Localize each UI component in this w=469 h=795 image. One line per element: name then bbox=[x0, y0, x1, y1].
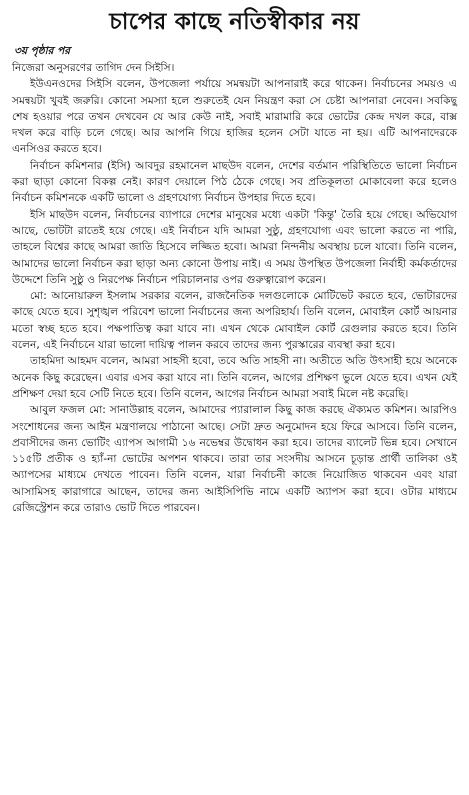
continued-from-label: ৩য় পৃষ্ঠার পর bbox=[14, 45, 71, 57]
headline: চাপের কাছে নতিস্বীকার নয় bbox=[109, 9, 360, 35]
paragraph: মো: আনোয়ারুল ইসলাম সরকার বলেন, রাজনৈতিক দলগুলোকে মোটিভেট করতে হবে, ভোটারদের কাছে যেতে হবে। সুশৃঙ্খল পরিবেশ ভালো নির্বাচনের জন্য অপরিহার্য। তিনি বলেন, মোবাইল কোর্ট আয়নার মতো স্বচ্ছ হতে হবে। পক্ষপাতিত্ব করা যাবে না। এখন থেকে মোবাইল কোর্ট রেগুলার করতে হবে। তিনি বলেন, এই নির্বাচনে যারা ভালো দায়িত্ব পালন করবে তাদের জন্য পুরস্কারের ব্যবস্থা করা হবে। bbox=[12, 290, 457, 352]
paragraph: নির্বাচন কমিশনার (ইসি) আবদুর রহমানেল মাছউদ বলেন, দেশের বর্তমান পরিস্থিতিতে ভালো নির্বাচন করা ছাড়া কোনো বিকল্প নেই। কারণ দেয়ালে পিঠ ঠেকে গেছে। সব প্রতিকূলতা মোকাবেলা করে হলেও নির্বাচন কমিশনকে একটি ভালো ও গ্রহণযোগ্য নির্বাচন উপহার দিতে হবে। bbox=[12, 159, 457, 205]
paragraph: আবুল ফজল মো: সানাউল্লাহ বলেন, আমাদের প্যারালাল কিছু কাজ করছে ঐক্যমত কমিশন। আরপিও সংশোধনের জন্য আইন মন্ত্রণালয়ে পাঠানো আছে। সেটা দ্রুত অনুমোদন হয়ে ফিরে আসবে। তিনি বলেন, প্রবাসীদের জন্য ভোটিং এ্যাপস আগামী ১৬ নভেম্বর উদ্বোধন করা হবে। তাদের ব্যালেট ভিন্ন হবে। সেখানে ১১৫টি প্রতীক ও হ্যাঁ-না ভোটের অপশন থাকবে। তারা তার সংসদীয় আসনে চূড়ান্ত প্রার্থী তালিকা ওই অ্যাপসের মাধ্যমে দেখতে পাবেন। তিনি বলেন, যারা নির্বাচনী কাজে নিয়োজিত থাকবেন এবং যারা আসামিসহ কারাগারে আছেন, তাদের জন্য আইসিপিভি নামে একটি অ্যাপস করা হবে। ওটার মাধ্যমে রেজিস্ট্রেশন করে তারাও ভোট দিতে পারবেন। bbox=[12, 404, 458, 515]
paragraph: নিজেরা অনুসরণের তাগিদ দেন সিইসি। bbox=[12, 62, 175, 74]
paragraph: তাহমিদা আহমদ বলেন, আমরা সাহসী হবো, তবে অতি সাহসী না। অতীতে অতি উৎসাহী হয়ে অনেকে অনেক কিছু করেছেন। এবার এসব করা যাবে না। তিনি বলেন, আগের প্রশিক্ষণ ভুলে যেতে হবে। এখন যেই প্রশিক্ষণ দেয়া হবে সেটি নিতে হবে। তিনি বলেন, আগের নির্বাচন আমরা সবাই মিলে নষ্ট করেছি। bbox=[12, 355, 457, 400]
article-body bbox=[12, 60, 457, 516]
paragraph: ইউএনওদের সিইসি বলেন, উপজেলা পর্যায়ে সমন্বয়টা আপনারাই করে থাকেন। নির্বাচনের সময়ও এ সমন্বয়টা খুবই জরুরি। কোনো সমস্যা হলে শুরুতেই যেন নিয়ন্ত্রণ করা সে চেষ্টা আপনারা নেবেন। সবকিছু শেষ হওয়ার পরে তখন দেখবেন যে আর কেউ নাই, সবাই মারামারি করে ভোটের কেন্দ্র দখল করে, বাক্স দখল করে বাড়ি চলে গেছে। আর আপনি গিয়ে হাজির হলেন সেটা যাতে না হয়। এটি আপনাদেরকে এনসিওর করতে হবে। bbox=[12, 78, 457, 156]
paragraph: ইসি মাছউদ বলেন, নির্বাচনের ব্যাপারে দেশের মানুষের মধ্যে একটা 'কিন্তু' তৈরি হয়ে গেছে। অভিযোগ আছে, ভোটটা রাতেই হয়ে গেছে। এই নির্বাচন যদি আমরা সুষ্ঠু, গ্রহণযোগ্য এবং ভালো করতে না পারি, তাহলে বিশ্বের কাছে আমরা জাতি হিসেবে লজ্জিত হবো। আমরা নিন্দনীয় অবস্থায় চলে যাবো। তিনি বলেন, আমাদের ভালো নির্বাচন করা ছাড়া অন্য কোনো উপায় নাই। এ সময় উপস্থিত উপজেলা নির্বাহী কর্মকর্তাদের উদ্দেশে তিনি সুষ্ঠু ও নিরপেক্ষ নির্বাচন পরিচালনার ওপর গুরুত্বারোপ করেন। bbox=[12, 208, 457, 286]
